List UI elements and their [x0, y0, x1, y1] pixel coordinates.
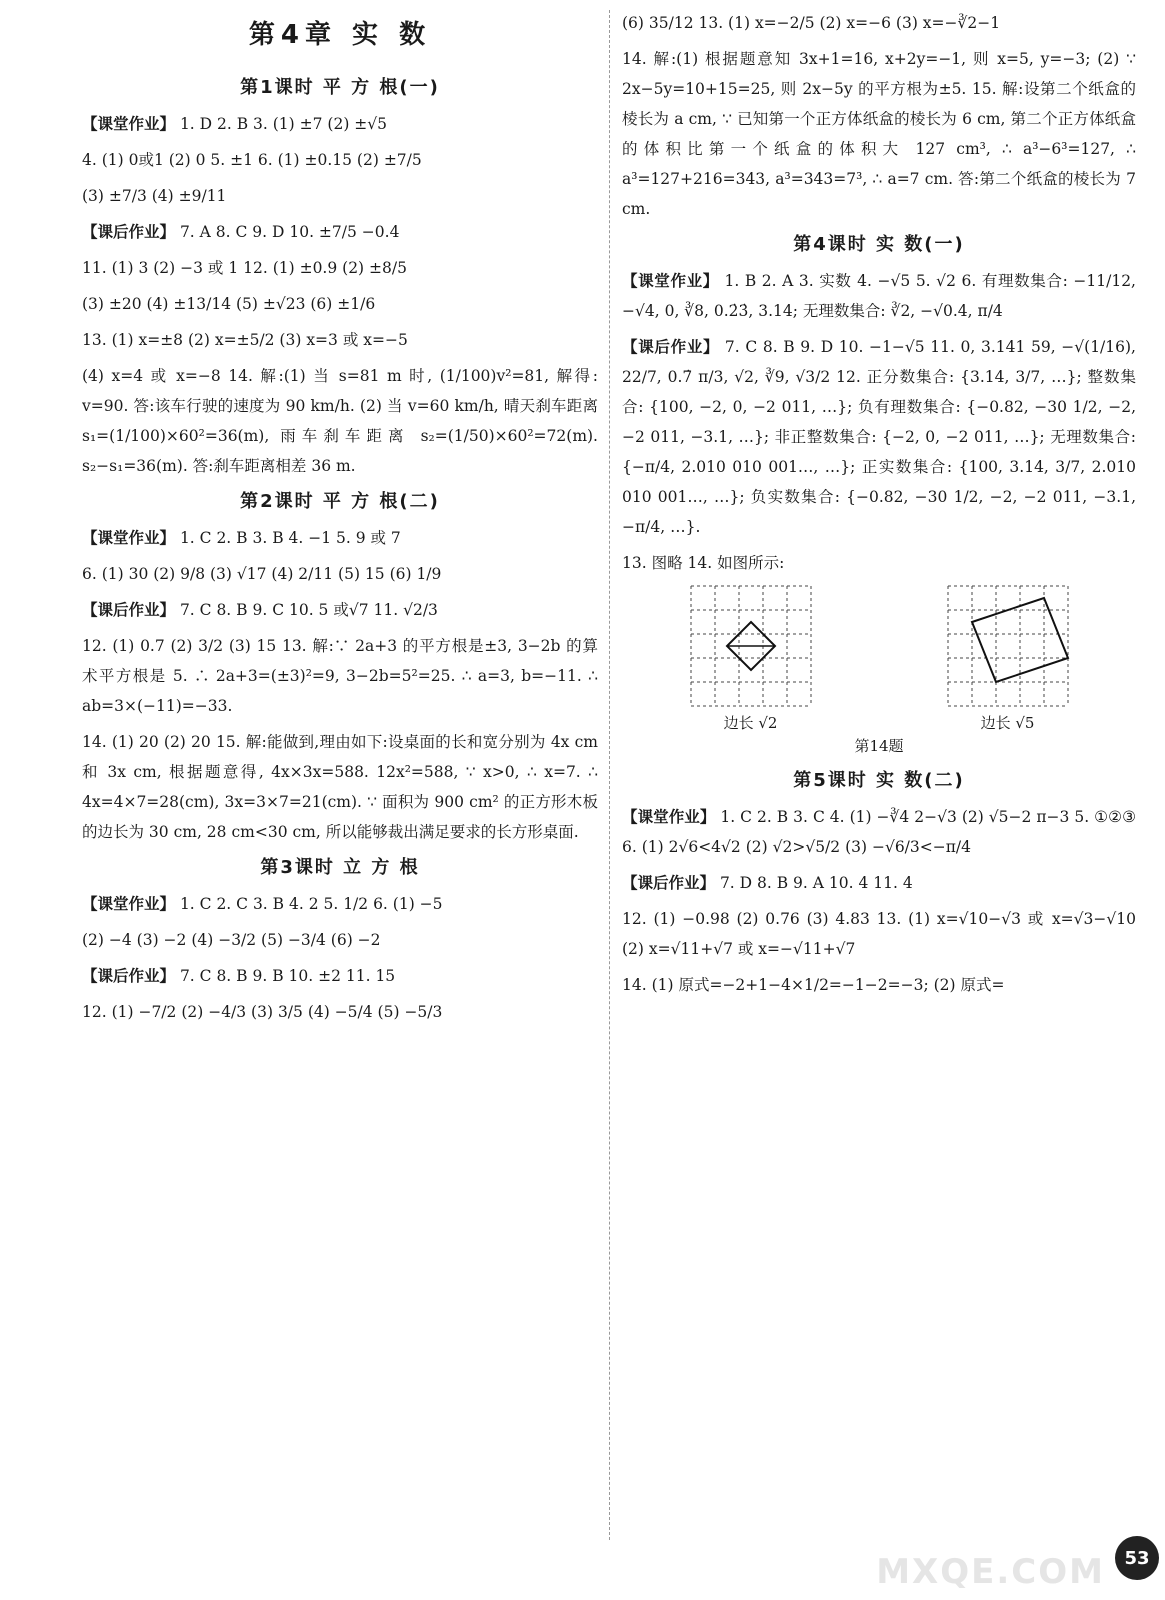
lesson3-p2: (2) −4 (3) −2 (4) −3/2 (5) −3/4 (6) −2	[82, 931, 381, 949]
lesson4-title: 第4课时 实 数(一)	[793, 234, 965, 255]
tag-homework: 【课后作业】	[622, 874, 716, 892]
tag-homework: 【课后作业】	[82, 601, 176, 619]
lesson5-p3: 12. (1) −0.98 (2) 0.76 (3) 4.83 13. (1) x=√10−√3 或 x=√3−√10 (2) x=√11+√7 或 x=−√11+√7	[622, 910, 1136, 958]
tag-classwork: 【课堂作业】	[622, 272, 719, 290]
lesson2-p1	[82, 523, 598, 553]
tag-classwork: 【课堂作业】	[82, 529, 176, 547]
answer-text: 7. C 8. B 9. B 10. ±2 11. 15	[175, 967, 396, 985]
lesson4-p1	[622, 266, 1136, 326]
answer-text: 1. C 2. B 3. B 4. −1 5. 9 或 7	[175, 529, 401, 547]
grid-square-sqrt5	[946, 584, 1070, 708]
left-column	[82, 8, 598, 1530]
lesson2-p3	[82, 595, 598, 625]
lesson5-p1	[622, 802, 1136, 862]
chapter-title: 第4章 实 数	[248, 20, 432, 50]
lesson4-p3: 13. 图略 14. 如图所示:	[622, 554, 785, 572]
lesson2-p4: 12. (1) 0.7 (2) 3/2 (3) 15 13. 解:∵ 2a+3 的平方根是±3, 3−2b 的算术平方根是 5. ∴ 2a+3=(±3)²=9, 3−2b=5²=25. ∴ a=3, b=−11. ∴ ab=3×(−11)=−33.	[82, 637, 598, 715]
lesson1-p7: 13. (1) x=±8 (2) x=±5/2 (3) x=3 或 x=−5	[82, 331, 408, 349]
grid-figure	[622, 584, 1136, 733]
lesson5-p4: 14. (1) 原式=−2+1−4×1/2=−1−2=−3; (2) 原式=	[622, 976, 1005, 994]
lesson3-p3	[82, 961, 598, 991]
answer-text: 7. C 8. B 9. C 10. 5 或√7 11. √2/3	[175, 601, 438, 619]
answer-text: 7. A 8. C 9. D 10. ±7/5 −0.4	[175, 223, 400, 241]
page-number: 53	[1115, 1536, 1159, 1580]
lesson5-title: 第5课时 实 数(二)	[793, 770, 965, 791]
lesson1-p4	[82, 217, 598, 247]
tag-classwork: 【课堂作业】	[82, 115, 176, 133]
lesson1-p8: (4) x=4 或 x=−8 14. 解:(1) 当 s=81 m 时, (1/100)v²=81, 解得: v=90. 答:该车行驶的速度为 90 km/h. (2) 当 v=60 km/h, 晴天刹车距离 s₁=(1/100)×60²=36(m), 雨车刹车距离 s₂=(1/50)×60²=72(m). s₂−s₁=36(m). 答:刹车距离相差 36 m.	[82, 367, 598, 475]
watermark: MXQE.COM	[876, 1552, 1105, 1592]
tag-classwork: 【课堂作业】	[622, 808, 716, 826]
lesson2-title: 第2课时 平 方 根(二)	[240, 491, 440, 512]
side-length-label-right: 边长 √5	[980, 714, 1035, 732]
lesson1-p5: 11. (1) 3 (2) −3 或 1 12. (1) ±0.9 (2) ±8/5	[82, 259, 407, 277]
answer-text: 7. D 8. B 9. A 10. 4 11. 4	[715, 874, 913, 892]
lesson3-p1	[82, 889, 598, 919]
lesson3-cont-p1: (6) 35/12 13. (1) x=−2/5 (2) x=−6 (3) x=−∛2−1	[622, 14, 1001, 32]
answer-text: 1. C 2. C 3. B 4. 2 5. 1/2 6. (1) −5	[175, 895, 443, 913]
tag-homework: 【课后作业】	[82, 223, 176, 241]
column-divider	[609, 10, 610, 1540]
lesson5-p2	[622, 868, 1136, 898]
lesson1-title: 第1课时 平 方 根(一)	[240, 77, 440, 98]
lesson2-p5: 14. (1) 20 (2) 20 15. 解:能做到,理由如下:设桌面的长和宽分别为 4x cm 和 3x cm, 根据题意得, 4x×3x=588. 12x²=588, ∵ x>0, ∴ x=7. ∴ 4x=4×7=28(cm), 3x=3×7=21(cm). ∵ 面积为 900 cm² 的正方形木板的边长为 30 cm, 28 cm<30 cm, 所以能够裁出满足要求的长方形桌面.	[82, 733, 598, 841]
lesson1-p3: (3) ±7/3 (4) ±9/11	[82, 187, 227, 205]
tag-classwork: 【课堂作业】	[82, 895, 176, 913]
lesson1-p1	[82, 109, 598, 139]
figure-right	[946, 584, 1070, 733]
lesson3-cont-p2: 14. 解:(1) 根据题意知 3x+1=16, x+2y=−1, 则 x=5, y=−3; (2) ∵ 2x−5y=10+15=25, 则 2x−5y 的平方根为±5. 15. 解:设第二个纸盒的棱长为 a cm, ∵ 已知第一个正方体纸盒的棱长为 6 cm, 第二个正方体纸盒的体积比第一个纸盒的体积大 127 cm³, ∴ a³−6³=127, ∴ a³=127+216=343, a³=343=7³, ∴ a=7 cm. 答:第二个纸盒的棱长为 7 cm.	[622, 50, 1136, 218]
figure-left	[689, 584, 813, 733]
figure-caption: 第14题	[854, 737, 904, 755]
tag-homework: 【课后作业】	[82, 967, 176, 985]
answer-text: 1. B 2. A 3. 实数 4. −√5 5. √2 6. 有理数集合: −11/12, −√4, 0, ∛8, 0.2̇3̇, 3.14; 无理数集合: ∛2, −√0.4, π/4	[622, 272, 1136, 320]
lesson3-title: 第3课时 立 方 根	[260, 857, 420, 878]
lesson2-p2: 6. (1) 30 (2) 9/8 (3) √17 (4) 2/11 (5) 15 (6) 1/9	[82, 565, 442, 583]
lesson1-p6: (3) ±20 (4) ±13/14 (5) ±√23 (6) ±1/6	[82, 295, 376, 313]
tag-homework: 【课后作业】	[622, 338, 720, 356]
right-column	[622, 8, 1136, 1530]
answer-text: 1. C 2. B 3. C 4. (1) −∛4 2−√3 (2) √5−2 π−3 5. ①②③ 6. (1) 2√6<4√2 (2) √2>√5/2 (3) −√6/3<−π/4	[622, 808, 1136, 856]
grid-square-sqrt2	[689, 584, 813, 708]
lesson3-p4: 12. (1) −7/2 (2) −4/3 (3) 3/5 (4) −5/4 (5) −5/3	[82, 1003, 443, 1021]
answer-text: 7. C 8. B 9. D 10. −1−√5 11. 0, 3.141 59, −√(1/16), 22/7, 0.7̇ π/3, √2, ∛9, √3/2 12. 正分数集合: {3.14, 3/7, …}; 整数集合: {100, −2, 0, −2 011, …}; 负有理数集合: {−0.82, −30 1/2, −2, −2 011, −3.1, …}; 非正整数集合: {−2, 0, −2 011, …}; 无理数集合: {−π/4, 2.010 010 001…, …}; 正实数集合: {100, 3.14, 3/7, 2.010 010 001…, …}; 负实数集合: {−0.82, −30 1/2, −2, −2 011, −3.1, −π/4, …}.	[622, 338, 1136, 536]
lesson4-p2	[622, 332, 1136, 542]
side-length-label-left: 边长 √2	[723, 714, 778, 732]
lesson1-p2: 4. (1) 0或1 (2) 0 5. ±1 6. (1) ±0.15 (2) ±7/5	[82, 151, 422, 169]
answer-text: 1. D 2. B 3. (1) ±7 (2) ±√5	[175, 115, 388, 133]
